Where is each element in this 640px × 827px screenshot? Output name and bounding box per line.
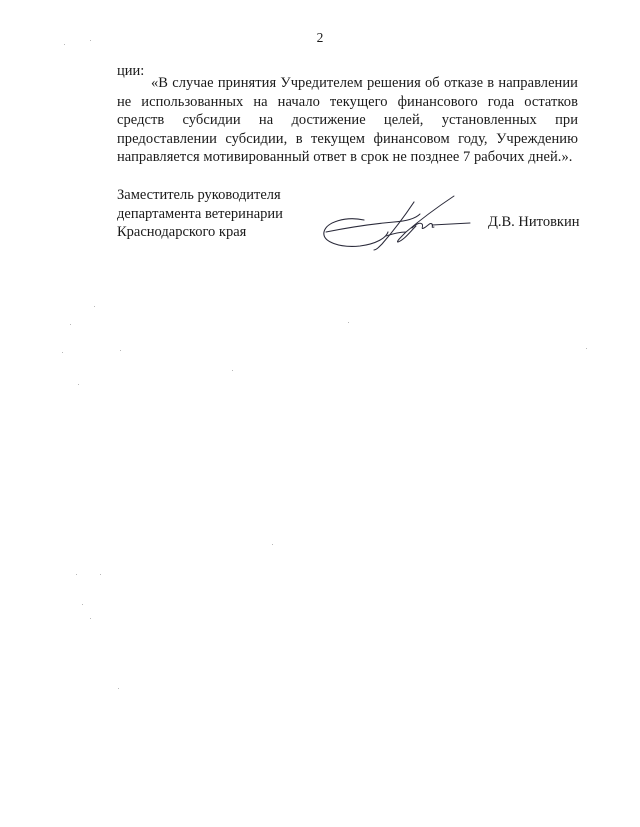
scan-speck [100, 574, 101, 575]
scan-speck [70, 324, 71, 325]
signatory-title-line: Краснодарского края [117, 224, 247, 240]
scan-speck [90, 40, 91, 41]
scan-speck [64, 44, 65, 45]
signatory-title-line: департамента ветеринарии [117, 205, 283, 222]
body-paragraph: «В случае принятия Учредителем решения об отказе в направлении не использованных на начало текущего финансового года остатков средств субсидии на достижение целей, установленных при предоставлении субсидии, в текущем финансовом году, Учреждению направляется мотивированный ответ в срок не позднее 7 рабочих дней.». [117, 75, 578, 165]
scan-speck [120, 350, 121, 351]
scan-speck [586, 348, 587, 349]
scan-speck [232, 370, 233, 371]
scan-speck [272, 544, 273, 545]
page-number: 2 [316, 30, 324, 45]
signatory-title [117, 186, 283, 242]
scan-speck [348, 322, 349, 323]
handwritten-signature [316, 188, 476, 258]
scan-speck [62, 352, 63, 353]
scan-speck [118, 688, 119, 689]
scan-speck [76, 574, 77, 575]
scan-speck [90, 618, 91, 619]
scan-speck [94, 306, 95, 307]
continuation-text: ции: [117, 63, 145, 79]
scan-speck [78, 384, 79, 385]
signatory-title-line: Заместитель руководителя [117, 187, 281, 203]
signatory-name: Д.В. Нитовкин [488, 214, 580, 230]
scan-speck [82, 604, 83, 605]
